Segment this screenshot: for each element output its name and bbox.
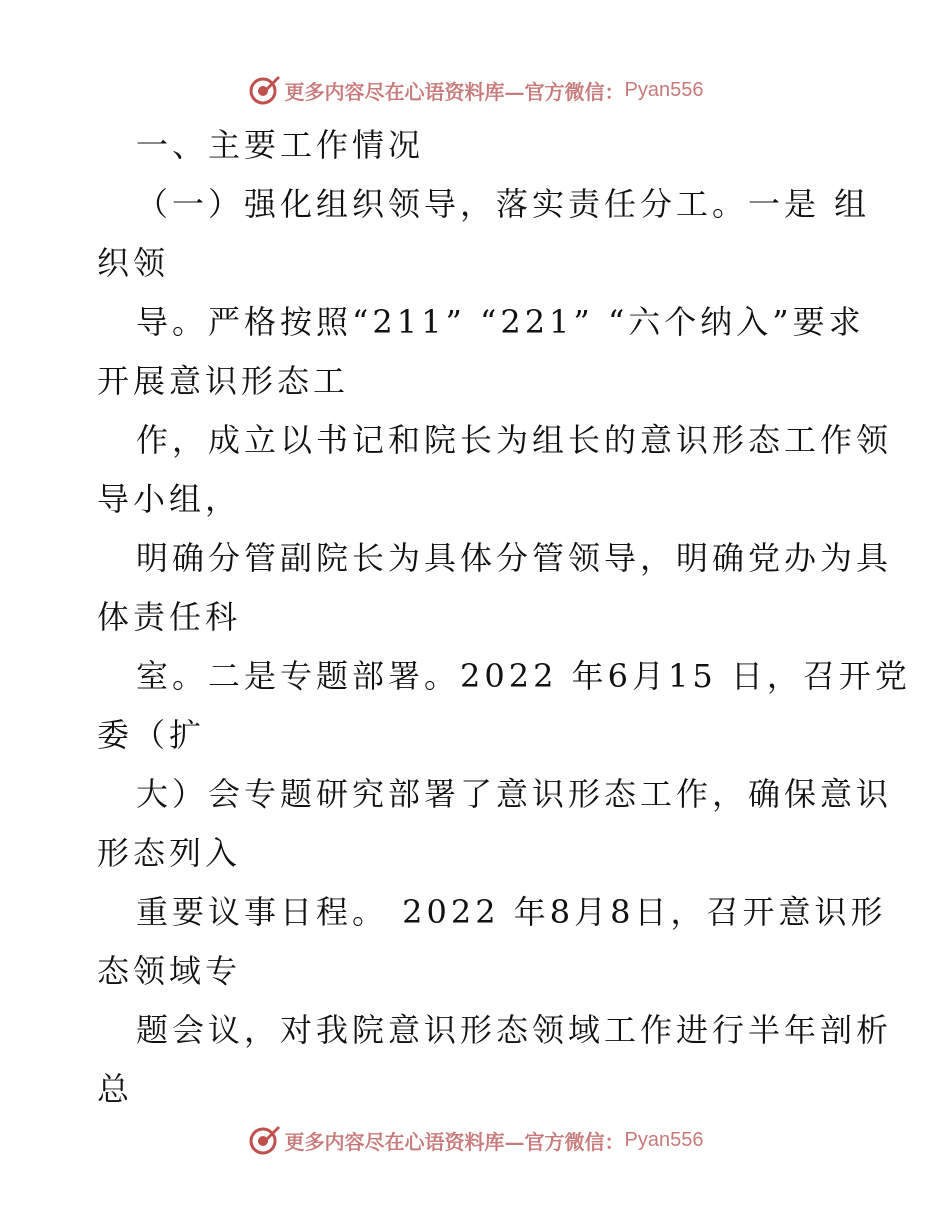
watermark-text: 更多内容尽在心语资料库—官方微信： bbox=[284, 79, 625, 104]
paragraph-line: 委（扩 bbox=[97, 716, 206, 754]
paragraph-line: 总 bbox=[97, 1070, 134, 1108]
watermark-wechat-id: Pyan556 bbox=[624, 1128, 704, 1151]
pen-logo-icon bbox=[247, 73, 281, 107]
paragraph-line: 织领 bbox=[97, 244, 170, 282]
paragraph-line: 题会议，对我院意识形态领域工作进行半年剖析 bbox=[136, 1011, 893, 1049]
paragraph-line: 作，成立以书记和院长为组长的意识形态工作领 bbox=[136, 421, 893, 459]
paragraph-line: （一）强化组织领导，落实责任分工。一是 组 bbox=[136, 185, 871, 223]
watermark-wechat-id: Pyan556 bbox=[624, 78, 704, 101]
paragraph-line: 导小组， bbox=[97, 480, 242, 518]
header-watermark bbox=[0, 70, 950, 110]
paragraph-line: 明确分管副院长为具体分管领导，明确党办为具 bbox=[136, 539, 893, 577]
pen-logo-icon bbox=[247, 1123, 281, 1157]
paragraph-line: 态领域专 bbox=[97, 952, 242, 990]
paragraph-line: 重要议事日程。 2022 年8月8日，召开意识形 bbox=[136, 893, 887, 931]
paragraph-line: 室。二是专题部署。2022 年6月15 日，召开党 bbox=[136, 657, 911, 695]
paragraph-line: 开展意识形态工 bbox=[97, 362, 350, 400]
footer-watermark bbox=[0, 1120, 950, 1160]
paragraph-line: 形态列入 bbox=[97, 834, 242, 872]
section-heading: 一、主要工作情况 bbox=[136, 126, 425, 164]
paragraph-line: 导。严格按照“211” “221” “六个纳入”要求 bbox=[136, 303, 865, 341]
watermark-text: 更多内容尽在心语资料库—官方微信： bbox=[284, 1129, 625, 1154]
paragraph-line: 大）会专题研究部署了意识形态工作，确保意识 bbox=[136, 775, 893, 813]
paragraph-line: 体责任科 bbox=[97, 598, 242, 636]
